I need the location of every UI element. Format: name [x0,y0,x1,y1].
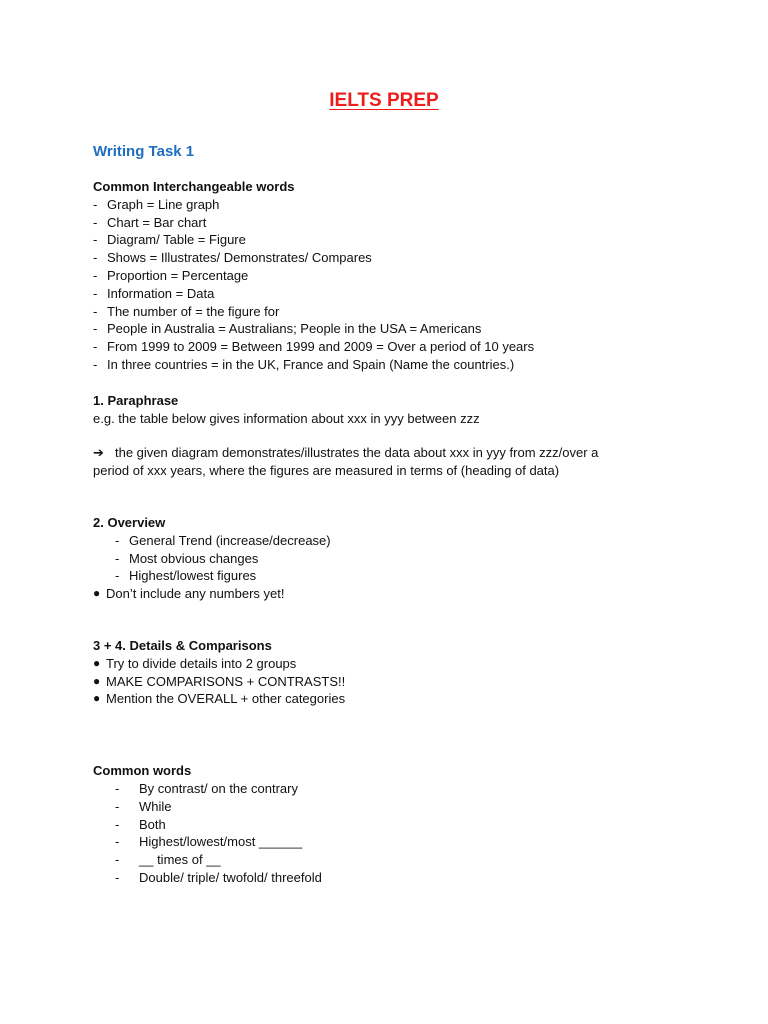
paraphrase-example: e.g. the table below gives information about xxx in yyy between zzz [93,410,480,426]
common-words-list [93,780,693,887]
list-item: - From 1999 to 2009 = Between 1999 and 2009 = Over a period of 10 years [93,339,535,355]
list-item: ● Don’t include any numbers yet! [93,586,285,602]
list-item: - __ times of __ [115,852,221,868]
overview-note [93,585,693,603]
overview-section [93,514,693,603]
list-item: ● Try to divide details into 2 groups [93,655,297,671]
list-item: - Chart = Bar chart [93,214,207,230]
paraphrase-heading: 1. Paraphrase [93,392,179,408]
paraphrase-result-continued: period of xxx years, where the figures are measured in terms of (heading of data) [93,463,560,479]
list-item: - Information = Data [93,285,215,301]
bullet-icon: ● [93,673,101,688]
list-item: - Both [115,816,166,832]
interchangeable-section [93,178,693,374]
common-words-heading: Common words [93,763,192,779]
list-item: - While [115,798,172,814]
list-item: - Graph = Line graph [93,196,220,212]
list-item: - The number of = the figure for [93,303,280,319]
details-section [93,637,693,708]
bullet-icon: ● [93,586,101,601]
list-item: - In three countries = in the UK, France and Spain (Name the countries.) [93,356,515,372]
list-item: - Proportion = Percentage [93,267,249,283]
list-item: ● Mention the OVERALL + other categories [93,691,346,707]
paraphrase-section [93,392,693,480]
common-words-section [93,762,693,887]
overview-list [93,532,693,585]
section-heading: Writing Task 1 [93,143,195,160]
overview-heading: 2. Overview [93,514,166,530]
list-item: - Most obvious changes [115,550,259,566]
interchangeable-list [93,196,693,374]
list-item: - People in Australia = Australians; People in the USA = Americans [93,321,482,337]
paraphrase-result: ➔ the given diagram demonstrates/illustrates the data about xxx in yyy from zzz/over a [93,445,599,461]
list-item: - Double/ triple/ twofold/ threefold [115,869,322,885]
list-item: - Highest/lowest figures [115,568,257,584]
list-item: - By contrast/ on the contrary [115,780,298,796]
details-heading: 3 + 4. Details & Comparisons [93,637,272,653]
interchangeable-heading: Common Interchangeable words [93,179,295,194]
list-item: - General Trend (increase/decrease) [115,532,331,548]
list-item: - Shows = Illustrates/ Demonstrates/ Compares [93,250,372,266]
document-title: IELTS PREP [329,90,439,111]
arrow-right-icon: ➔ [93,445,104,461]
details-list [93,655,693,708]
document-body [93,142,693,887]
list-item: - Diagram/ Table = Figure [93,232,246,248]
bullet-icon: ● [93,691,101,706]
list-item: ● MAKE COMPARISONS + CONTRASTS!! [93,673,346,689]
list-item: - Highest/lowest/most ______ [115,834,303,850]
bullet-icon: ● [93,655,101,670]
